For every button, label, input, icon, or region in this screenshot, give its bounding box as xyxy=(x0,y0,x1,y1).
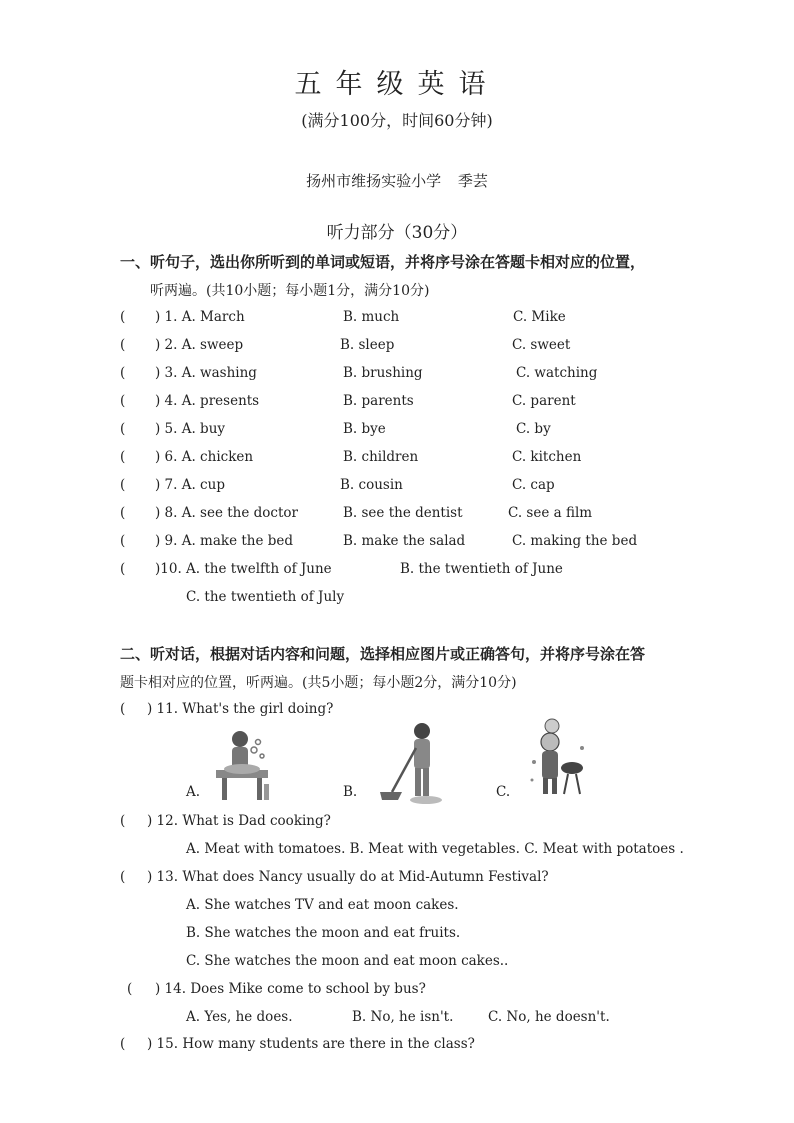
question-13-option-b: B. She watches the moon and eat fruits. xyxy=(186,925,461,941)
question-12-text: ) 12. What is Dad cooking? xyxy=(147,813,331,829)
question-option-b: B. bye xyxy=(343,421,386,437)
subtitle: (满分100分，时间60分钟) xyxy=(301,111,493,130)
part1-heading: 一、听句子，选出你所听到的单词或短语，并将序号涂在答题卡相对应的位置， xyxy=(120,253,646,271)
page-title: 五年级英语 xyxy=(294,69,500,100)
question-option-b: B. see the dentist xyxy=(343,505,463,521)
school-name: 扬州市维扬实验小学 xyxy=(306,172,442,190)
question-option-b: B. brushing xyxy=(343,365,423,381)
answer-paren[interactable]: ( xyxy=(120,393,126,409)
girl-sweeping-image xyxy=(372,718,452,808)
answer-paren[interactable]: ( xyxy=(120,505,126,521)
answer-paren[interactable]: ( xyxy=(120,701,126,717)
question-14-option-b: B. No, he isn't. xyxy=(352,1009,454,1025)
girl-cooking-bbq-image xyxy=(524,718,590,802)
question-14-text: ) 14. Does Mike come to school by bus? xyxy=(155,981,426,997)
question-option-c: C. kitchen xyxy=(512,449,582,465)
question-option-b: B. cousin xyxy=(340,477,403,493)
question-option-b: B. parents xyxy=(343,393,414,409)
question-12-options: A. Meat with tomatoes. B. Meat with vegetables. C. Meat with potatoes . xyxy=(186,841,684,857)
question-10-option-b: B. the twentieth of June xyxy=(400,561,563,577)
question-option-c: C. see a film xyxy=(508,505,593,521)
answer-paren[interactable]: ( xyxy=(120,561,126,577)
answer-paren[interactable]: ( xyxy=(120,813,126,829)
question-option-b: B. much xyxy=(343,309,400,325)
question-option-a: ) 5. A. buy xyxy=(155,421,226,437)
question-11-label-a: A. xyxy=(186,784,201,800)
question-option-c: C. watching xyxy=(516,365,598,381)
question-option-a: ) 7. A. cup xyxy=(155,477,225,493)
answer-paren[interactable]: ( xyxy=(120,869,126,885)
question-13-option-a: A. She watches TV and eat moon cakes. xyxy=(186,897,459,913)
question-option-a: ) 3. A. washing xyxy=(155,365,257,381)
author-name: 季芸 xyxy=(457,172,488,190)
question-option-b: B. children xyxy=(343,449,419,465)
answer-paren[interactable]: ( xyxy=(120,1036,126,1052)
author-line xyxy=(0,170,794,191)
question-14-option-a: A. Yes, he does. xyxy=(186,1009,293,1025)
question-option-c: C. cap xyxy=(512,477,555,493)
answer-paren[interactable]: ( xyxy=(120,421,126,437)
listening-section-title: 听力部分（30分） xyxy=(326,223,468,243)
question-option-b: B. sleep xyxy=(340,337,395,353)
question-option-a: ) 2. A. sweep xyxy=(155,337,244,353)
question-option-c: C. by xyxy=(516,421,551,437)
part1-instructions: 听两遍。(共10小题；每小题1分，满分10分) xyxy=(150,283,430,299)
question-11-text: ) 11. What's the girl doing? xyxy=(147,701,334,717)
answer-paren[interactable]: ( xyxy=(120,449,126,465)
part2-heading: 二、听对话，根据对话内容和问题，选择相应图片或正确答句，并将序号涂在答 xyxy=(120,645,646,663)
answer-paren[interactable]: ( xyxy=(120,533,126,549)
answer-paren[interactable]: ( xyxy=(120,477,126,493)
question-11-label-b: B. xyxy=(343,784,358,800)
question-11-label-c: C. xyxy=(496,784,511,800)
question-13-text: ) 13. What does Nancy usually do at Mid-Autumn Festival? xyxy=(147,869,549,885)
question-option-c: C. sweet xyxy=(512,337,571,353)
answer-paren[interactable]: ( xyxy=(120,309,126,325)
question-15-text: ) 15. How many students are there in the class? xyxy=(147,1036,475,1052)
question-option-b: B. make the salad xyxy=(343,533,466,549)
question-option-c: C. parent xyxy=(512,393,576,409)
question-option-a: ) 9. A. make the bed xyxy=(155,533,294,549)
question-option-a: ) 1. A. March xyxy=(155,309,245,325)
part2-instructions: 题卡相对应的位置，听两遍。(共5小题；每小题2分，满分10分) xyxy=(120,675,517,691)
question-option-a: ) 6. A. chicken xyxy=(155,449,254,465)
answer-paren[interactable]: ( xyxy=(127,981,133,997)
question-10-option-c: C. the twentieth of July xyxy=(186,589,345,605)
question-option-c: C. making the bed xyxy=(512,533,638,549)
question-option-c: C. Mike xyxy=(513,309,566,325)
question-13-option-c: C. She watches the moon and eat moon cakes.. xyxy=(186,953,509,969)
answer-paren[interactable]: ( xyxy=(120,365,126,381)
girl-washing-dishes-image xyxy=(208,726,280,804)
question-option-a: ) 8. A. see the doctor xyxy=(155,505,298,521)
question-option-a: ) 4. A. presents xyxy=(155,393,260,409)
answer-paren[interactable]: ( xyxy=(120,337,126,353)
question-14-option-c: C. No, he doesn't. xyxy=(488,1009,610,1025)
question-10-option-a: )10. A. the twelfth of June xyxy=(155,561,332,577)
